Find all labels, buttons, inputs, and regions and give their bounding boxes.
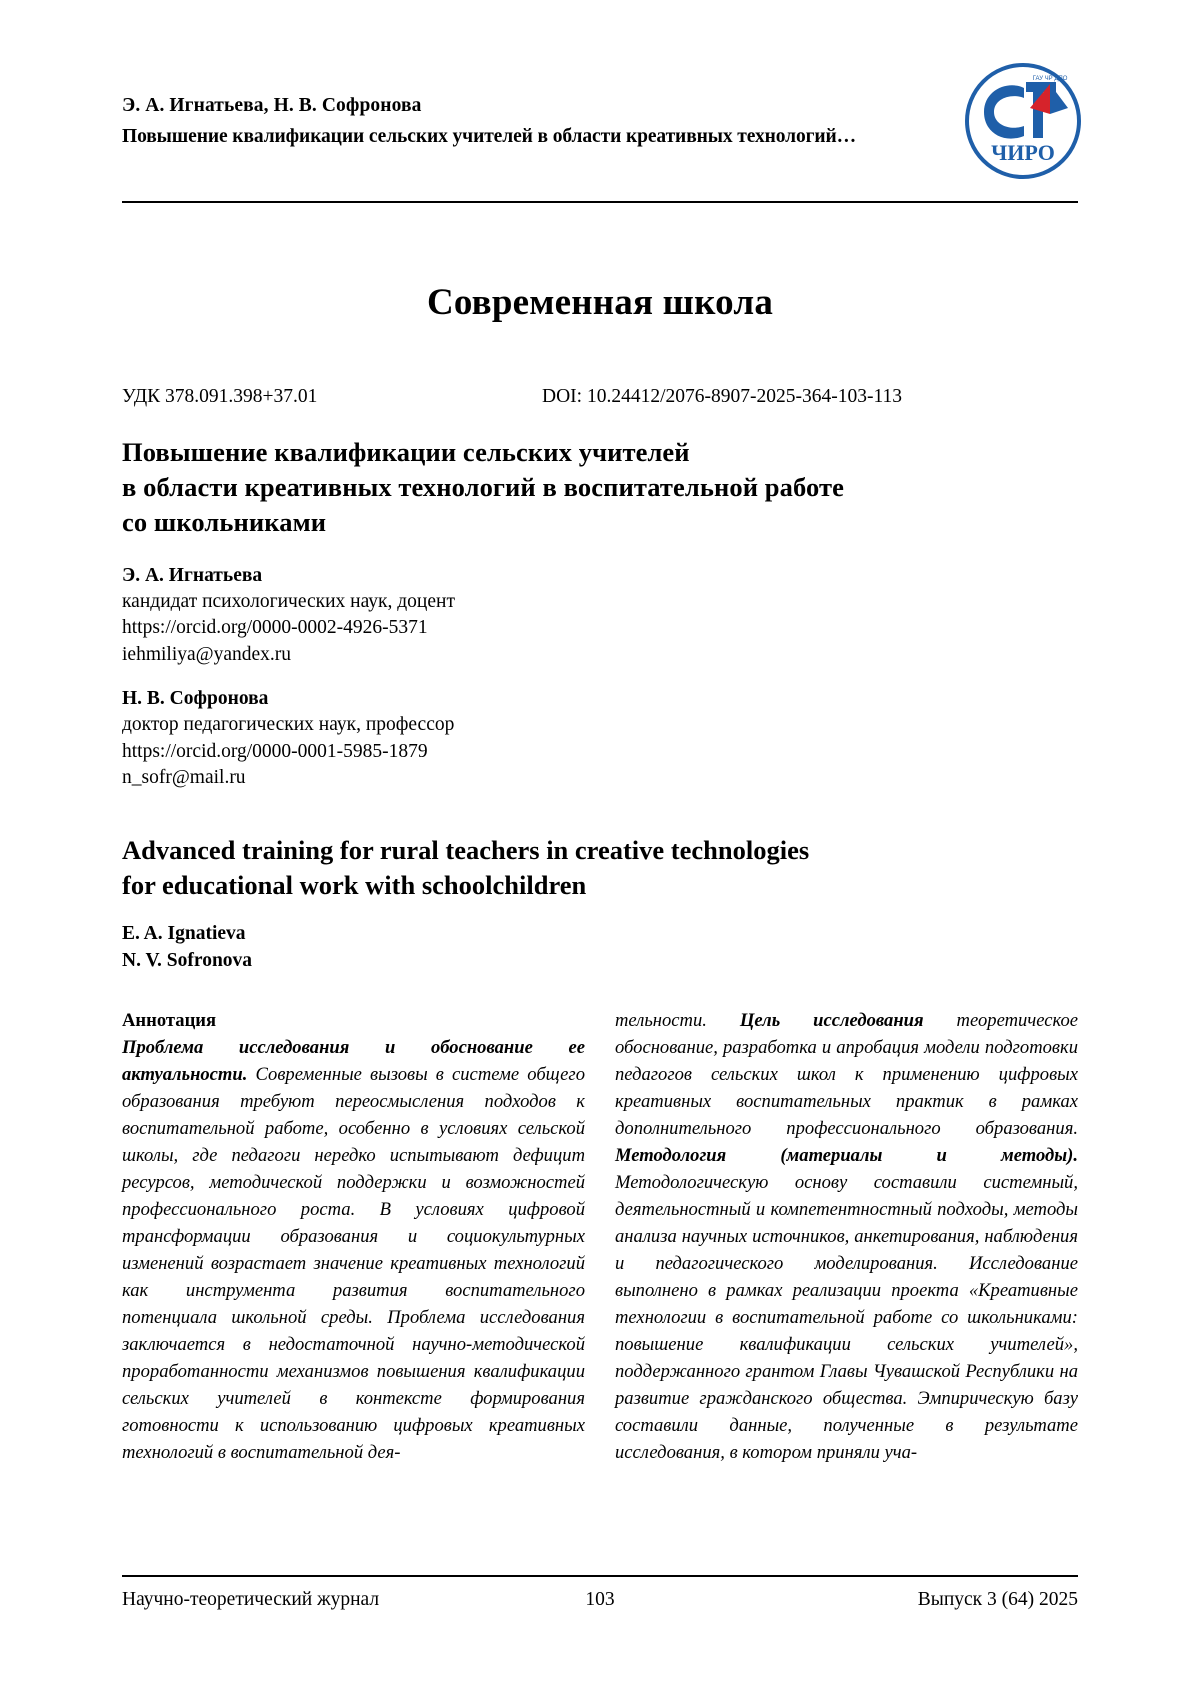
page-number: 103 xyxy=(585,1589,615,1610)
article-title-en xyxy=(122,833,1078,903)
article-title-en-line2: for educational work with schoolchildren xyxy=(122,870,587,901)
abstract-right-body-3: Методологическую основу составили системный, деятельностный и компетентностный подходы, методы анализа научных источников, анкетирования, наблюдения и педагогического моделирования. Исследование выполнено в рамках реализации проекта «Креативные технологии в воспитательной работе со школьниками: повышение квалификации сельских учителей», поддержанного грантом Главы Чувашской Республики на развитие гражданского общества. Эмпирическую базу составили данные, полученные в результате исследования, в котором приняли уча- xyxy=(615,1171,1078,1463)
authors-ru xyxy=(122,563,1078,792)
author-degree: кандидат психологических наук, доцент xyxy=(122,591,455,613)
udk-code: УДК 378.091.398+37.01 xyxy=(122,386,318,407)
authors-en xyxy=(122,920,1078,975)
running-head-title: Повышение квалификации сельских учителей в области креативных технологий… xyxy=(122,126,857,147)
article-title-ru-line3: со школьниками xyxy=(122,507,327,538)
abstract xyxy=(122,1008,1078,1466)
abstract-lead-in: Проблема исследования и обоснование ее актуальности. xyxy=(122,1037,585,1086)
author-name-en: N. V. Sofronova xyxy=(122,949,253,971)
running-head xyxy=(122,76,1078,187)
author-entry xyxy=(122,563,1078,668)
abstract-column-left xyxy=(122,1008,585,1466)
abstract-heading: Аннотация xyxy=(122,1010,217,1032)
svg-text:ЧИРО: ЧИРО xyxy=(991,140,1055,165)
article-title-ru-line1: Повышение квалификации сельских учителей xyxy=(122,437,690,467)
abstract-lead-in-goal: Цель исследования xyxy=(739,1010,924,1032)
abstract-right-body-1: тельности. xyxy=(615,1010,740,1032)
svg-text:ГАУ ЧР ДПО: ГАУ ЧР ДПО xyxy=(1032,76,1068,82)
meta-row xyxy=(122,386,1078,408)
author-email-link[interactable]: iehmiliya@yandex.ru xyxy=(122,643,292,665)
footer-journal-type: Научно-теоретический журнал xyxy=(122,1589,380,1610)
doi-code: DOI: 10.24412/2076-8907-2025-364-103-113 xyxy=(542,386,902,407)
abstract-left-paragraph xyxy=(122,1035,585,1466)
author-name-en: E. A. Ignatieva xyxy=(122,922,246,944)
abstract-right-body-2: теоретическое обоснование, разработка и апробация модели подготовки педагогов сельских школ к применению цифровых креативных воспитательных практик в рамках дополнительного профессионального образования. xyxy=(615,1010,1078,1140)
author-orcid-link[interactable]: https://orcid.org/0000-0002-4926-5371 xyxy=(122,617,428,639)
article-title-ru xyxy=(122,435,1078,541)
author-entry xyxy=(122,686,1078,791)
footer-issue: Выпуск 3 (64) 2025 xyxy=(917,1589,1079,1610)
author-orcid-link[interactable]: https://orcid.org/0000-0001-5985-1879 xyxy=(122,740,428,762)
page-footer xyxy=(122,1575,1078,1611)
section-title: Современная школа xyxy=(426,282,774,323)
article-title-en-line1: Advanced training for rural teachers in creative technologies xyxy=(122,835,810,866)
abstract-column-right xyxy=(615,1008,1078,1466)
header-divider xyxy=(122,201,1078,203)
author-email-link[interactable]: n_sofr@mail.ru xyxy=(122,766,246,788)
author-name: Э. А. Игнатьева xyxy=(122,564,263,586)
running-head-text xyxy=(122,95,912,148)
author-name: Н. В. Софронова xyxy=(122,687,269,709)
journal-logo-icon xyxy=(964,62,1082,180)
abstract-lead-in-methods: Методология (материалы и методы). xyxy=(615,1145,1078,1167)
running-head-authors: Э. А. Игнатьева, Н. В. Софронова xyxy=(122,95,422,116)
author-degree: доктор педагогических наук, профессор xyxy=(122,714,455,736)
abstract-left-body: Современные вызовы в системе общего образования требуют переосмысления подходов к воспитательной работе, особенно в условиях сельской школы, где педагоги нередко испытывают дефицит ресурсов, методической поддержки и возможностей профессионального роста. В условиях цифровой трансформации образования и социокультурных изменений возрастает значение креативных технологий как инструмента развития воспитательного потенциала школьной среды. Проблема исследования заключается в недостаточной научно-методической проработанности механизмов повышения квалификации сельских учителей в контексте формирования готовности к использованию цифровых креативных технологий в воспитательной дея- xyxy=(122,1064,585,1463)
article-title-ru-line2: в области креативных технологий в воспитательной работе xyxy=(122,472,844,503)
author-spacer xyxy=(122,668,1078,686)
abstract-right-paragraph xyxy=(615,1008,1078,1466)
footer-divider xyxy=(122,1575,1078,1577)
